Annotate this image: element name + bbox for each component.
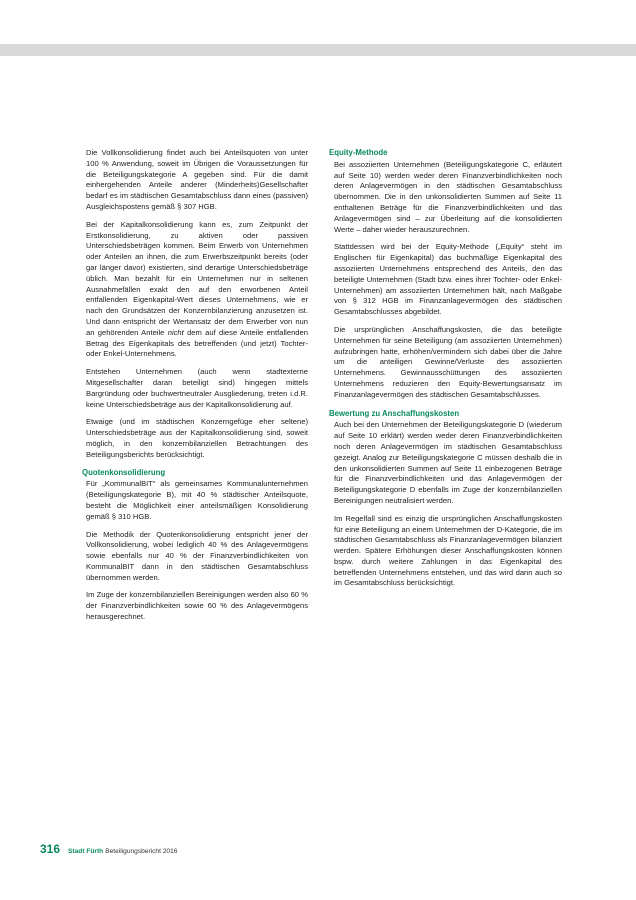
header-band bbox=[0, 44, 636, 56]
paragraph: Im Zuge der konzernbilanziellen Bereinigungen werden also 60 % der Finanzverbindlichkeiten sowie 60 % des Anlagevermögens herausgerechnet. bbox=[86, 590, 308, 622]
paragraph: Die Vollkonsolidierung findet auch bei Anteilsquoten von unter 100 % Anwendung, soweit im Übrigen die Voraussetzungen für die Beteiligungskategorie A gegeben sind. Für die damit einhergehenden Anteile anderer (Minderheits)Gesellschafter bedarf es im städtischen Gesamtabschluss dann eines (passiven) Ausgleichspostens gemäß § 307 HGB. bbox=[86, 148, 308, 211]
section-heading-quotenkonsolidierung: Quotenkonsolidierung bbox=[82, 467, 166, 477]
publisher-name: Stadt Fürth bbox=[68, 848, 104, 855]
paragraph: Die ursprünglichen Anschaffungskosten, die das beteiligte Unternehmen für seine Beteiligung (am assoziierten Unternehmen) aufzubringen hatte, erhöhen/vermindern sich dabei über die Jahre um die anteiligen Gewinne/Verluste des assoziierten Unternehmens. Gewinnausschüttungen des assoziierten Unternehmens reduzieren den Equity-Bewertungsansatz im Finanzanlagevermögen des städtischen Gesamtabschlusses. bbox=[334, 324, 562, 399]
page-number: 316 bbox=[40, 842, 61, 856]
page-footer bbox=[40, 842, 177, 856]
text-span: dem auf diese Anteile entfallenden Betrag des Eigenkapitals des betreffenden (und jetzt) Tochter- oder Enkel-Unternehmens. bbox=[86, 327, 308, 359]
paragraph: Etwaige (und im städtischen Konzerngefüge eher seltene) Unterschiedsbeträge aus der Kapitalkonsolidierung sind, soweit möglich, in den konzernbilanziellen Betrachtungen des Beteiligungsberichts berücksichtigt. bbox=[86, 417, 308, 459]
paragraph: Bei assoziierten Unternehmen (Beteiligungskategorie C, erläutert auf Seite 10) werden weder deren Finanzverbindlichkeiten noch deren Anlagevermögen in den städtischen Gesamtabschluss übernommen. Die in den unkonsolidierten Summen auf Seite 11 enthaltenen Beträge für die Finanzverbindlichkeiten und das Anlagevermögen sind – zur Überleitung auf die konsolidierten Werte – daher wieder herauszurechnen. bbox=[334, 159, 562, 234]
emphasis: nicht bbox=[167, 327, 184, 337]
paragraph: Auch bei den Unternehmen der Beteiligungskategorie D (wiederum auf Seite 10 erklärt) werden weder deren Finanzverbindlichkeiten noch deren Anlagevermögen im städtischen Gesamtabschluss gezeigt. Analog zur Beteiligungskategorie C müssen deshalb die in den unkonsolidierten Summen auf Seite 11 einbezogenen Beträge für die Finanzverbindlichkeiten und das Anlagevermögen der Beteiligungskategorie D ebenfalls im Zuge der konzernbilanziellen Bereinigungen neutralisiert werden. bbox=[334, 420, 562, 505]
right-column bbox=[329, 148, 562, 596]
paragraph: Im Regelfall sind es einzig die ursprünglichen Anschaffungskosten für eine Beteiligung an einem Unternehmen der D-Kategorie, die im städtischen Gesamtabschluss als Finanzanlagevermögen bilanziert werden. Spätere Erhöhungen dieser Anschaffungskosten können bspw. durch weitere Zahlungen in das Eigenkapital des betreffenden Unternehmens entstehen, und das wird dann auch so im Gesamtabschluss berücksichtigt. bbox=[334, 513, 562, 588]
paragraph: Die Methodik der Quotenkonsolidierung entspricht jener der Vollkonsolidierung, wobei lediglich 40 % des Anlagevermögens sowie ebenfalls nur 40 % der Finanzverbindlichkeiten von KommunalBIT dann in den städtischen Gesamtabschluss übernommen werden. bbox=[86, 529, 308, 582]
text-span: Bei der Kapitalkonsolidierung kann es, zum Zeitpunkt der Erstkonsolidierung, zu aktiven oder passiven Unterschiedsbeträgen kommen. Beim Erwerb von Unternehmen oder Anteilen an ihnen, die zum Erwerbszeitpunkt bereits (oder gar länger davor) existierten, sind derartige Unterschiedsbeträge üblich. Man bezahlt für ein Unternehmen nur in seltenen Ausnahmefällen exakt den auf den erworbenen Anteil entfallenden Eigenkapital-Wert dieses Unternehmens, wie er nach den Grundsätzen der Konzernbilanzierung anzusetzen ist. Und dann entspricht der Wertansatz der dem Erwerber von nun an gehörenden Anteile bbox=[86, 219, 308, 337]
paragraph bbox=[86, 220, 308, 360]
section-heading-equity-methode: Equity-Methode bbox=[329, 148, 388, 157]
paragraph: Entstehen Unternehmen (auch wenn stadtexterne Mitgesellschafter daran beteiligt sind) hingegen mittels Bargründung oder buchwertneutraler Ausgliederung, treten i.d.R. keine Unterschiedsbeträge aus der Kapitalkonsolidierung auf. bbox=[86, 367, 308, 409]
section-heading-bewertung: Bewertung zu Anschaffungskosten bbox=[329, 408, 460, 418]
paragraph: Für „KommunalBIT“ als gemeinsames Kommunalunternehmen (Beteiligungskategorie B), mit 40 % städtischer Anteilsquote, besteht die Möglichkeit einer anteilsmäßigen Konsolidierung gemäß § 310 HGB. bbox=[86, 479, 308, 521]
report-title: Beteiligungsbericht 2016 bbox=[105, 848, 178, 855]
paragraph: Stattdessen wird bei der Equity-Methode („Equity“ steht im Englischen für Eigenkapital) das buchmäßige Eigenkapital des assoziierten Unternehmens entsprechend des Anteils, den das beteiligte Unternehmen (Stadt bzw. eines ihrer Tochter- oder Enkel-Unternehmen) am assoziierten Unternehmen hält, nach Maßgabe von § 312 HGB im Finanzanlagevermögen des städtischen Gesamtabschlusses abgebildet. bbox=[334, 242, 562, 317]
left-column bbox=[82, 148, 308, 630]
